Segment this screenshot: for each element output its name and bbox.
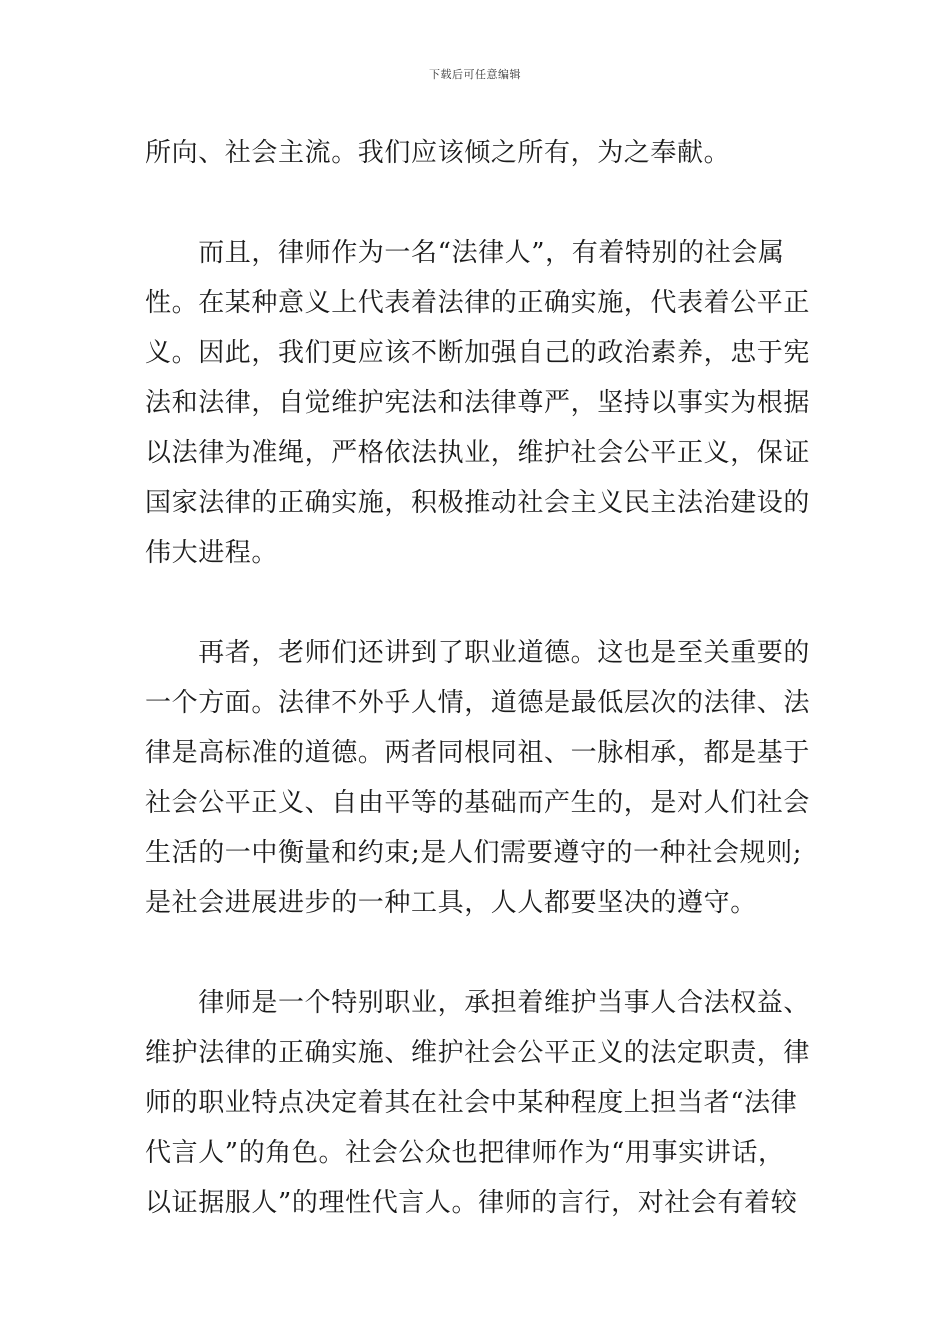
text-line: 再者，老师们还讲到了职业道德。这也是至关重要的 [145,638,811,668]
text-line: 性。在某种意义上代表着法律的正确实施，代表着公平正 [145,288,811,318]
text-line: 社会公平正义、自由平等的基础而产生的，是对人们社会 [145,788,811,818]
text-line: 是社会进展进步的一种工具，人人都要坚决的遵守。 [145,888,757,918]
header-note: 下载后可任意编辑 [429,68,521,81]
text-line: 所向、社会主流。我们应该倾之所有，为之奉献。 [145,138,731,168]
paragraph-gap [145,178,805,228]
text-line: 义。因此，我们更应该不断加强自己的政治素养，忠于宪 [145,338,811,368]
text-line: 代言人”的角色。社会公众也把律师作为“用事实讲话， [145,1138,785,1168]
text-line: 以证据服人”的理性代言人。律师的言行，对社会有着较 [145,1188,798,1218]
text-line: 维护法律的正确实施、维护社会公平正义的法定职责，律 [145,1038,811,1068]
text-line: 律是高标准的道德。两者同根同祖、一脉相承，都是基于 [145,738,811,768]
body-text [145,128,811,1228]
text-line: 而且，律师作为一名“法律人”，有着特别的社会属 [145,238,785,268]
text-line: 国家法律的正确实施，积极推动社会主义民主法治建设的 [145,488,811,518]
text-line: 伟大进程。 [145,538,279,568]
text-line: 生活的一中衡量和约束;是人们需要遵守的一种社会规则; [145,838,803,868]
text-line: 一个方面。法律不外乎人情，道德是最低层次的法律、法 [145,688,811,718]
paragraph-gap [145,578,805,628]
text-line: 师的职业特点决定着其在社会中某种程度上担当者“法律 [145,1088,798,1118]
paragraph-gap [145,928,805,978]
text-line: 以法律为准绳，严格依法执业，维护社会公平正义，保证 [145,438,811,468]
text-line: 律师是一个特别职业，承担着维护当事人合法权益、 [145,988,811,1018]
text-line: 法和法律，自觉维护宪法和法律尊严，坚持以事实为根据 [145,388,811,418]
